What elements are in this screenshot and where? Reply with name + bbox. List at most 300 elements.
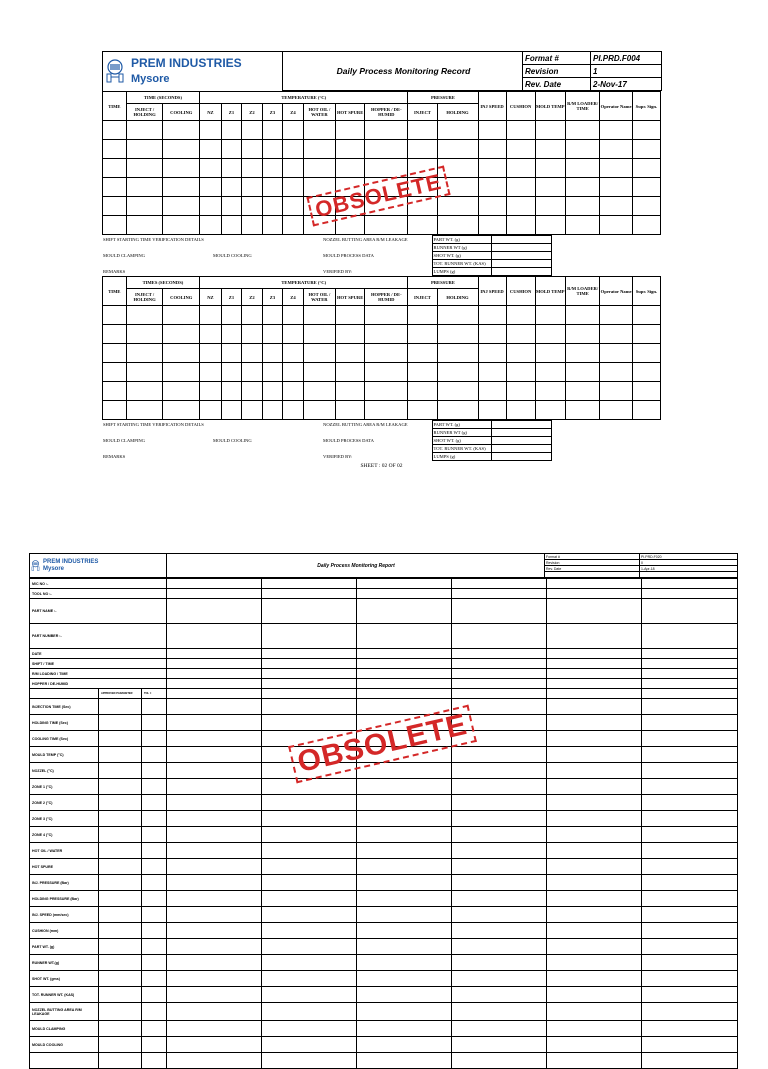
entry-cell[interactable]	[642, 779, 738, 795]
entry-cell[interactable]	[336, 401, 365, 420]
entry-cell[interactable]	[142, 779, 167, 795]
entry-cell[interactable]	[142, 955, 167, 971]
entry-cell[interactable]	[336, 159, 365, 178]
entry-cell[interactable]	[408, 140, 437, 159]
entry-cell[interactable]	[99, 1003, 142, 1021]
entry-cell[interactable]	[357, 659, 452, 669]
entry-cell[interactable]	[452, 827, 547, 843]
entry-cell[interactable]	[142, 747, 167, 763]
entry-cell[interactable]	[99, 891, 142, 907]
entry-cell[interactable]	[262, 843, 357, 859]
entry-cell[interactable]	[99, 699, 142, 715]
entry-cell[interactable]	[437, 306, 478, 325]
entry-cell[interactable]	[167, 579, 262, 589]
entry-cell[interactable]	[357, 1053, 452, 1069]
entry-cell[interactable]	[632, 401, 660, 420]
entry-cell[interactable]	[642, 589, 738, 599]
entry-cell[interactable]	[506, 216, 535, 235]
entry-cell[interactable]	[437, 363, 478, 382]
entry-cell[interactable]	[103, 121, 127, 140]
entry-cell[interactable]	[632, 121, 660, 140]
entry-cell[interactable]	[506, 140, 535, 159]
entry-cell[interactable]	[365, 344, 408, 363]
entry-cell[interactable]	[478, 306, 506, 325]
entry-cell[interactable]	[506, 325, 535, 344]
entry-cell[interactable]	[535, 325, 565, 344]
entry-cell[interactable]	[478, 178, 506, 197]
entry-cell[interactable]	[262, 344, 283, 363]
entry-cell[interactable]	[642, 987, 738, 1003]
entry-cell[interactable]	[506, 178, 535, 197]
weight-value[interactable]	[491, 453, 551, 461]
entry-cell[interactable]	[262, 1053, 357, 1069]
entry-cell[interactable]	[126, 216, 163, 235]
entry-cell[interactable]	[506, 159, 535, 178]
entry-cell[interactable]	[437, 344, 478, 363]
entry-cell[interactable]	[262, 827, 357, 843]
entry-cell[interactable]	[452, 747, 547, 763]
entry-cell[interactable]	[167, 669, 262, 679]
entry-cell[interactable]	[642, 731, 738, 747]
entry-cell[interactable]	[262, 971, 357, 987]
entry-cell[interactable]	[163, 382, 200, 401]
entry-cell[interactable]	[452, 1053, 547, 1069]
entry-cell[interactable]	[642, 679, 738, 689]
entry-cell[interactable]	[452, 779, 547, 795]
entry-cell[interactable]	[336, 344, 365, 363]
entry-cell[interactable]	[283, 344, 304, 363]
entry-cell[interactable]	[262, 891, 357, 907]
entry-cell[interactable]	[547, 1037, 642, 1053]
weight-notes[interactable]	[551, 437, 661, 445]
entry-cell[interactable]	[167, 875, 262, 891]
entry-cell[interactable]	[142, 939, 167, 955]
entry-cell[interactable]	[478, 325, 506, 344]
entry-cell[interactable]	[632, 382, 660, 401]
entry-cell[interactable]	[142, 875, 167, 891]
entry-cell[interactable]	[642, 763, 738, 779]
entry-cell[interactable]	[547, 875, 642, 891]
entry-cell[interactable]	[547, 955, 642, 971]
weight-notes[interactable]	[551, 453, 661, 461]
entry-cell[interactable]	[167, 747, 262, 763]
entry-cell[interactable]	[357, 1037, 452, 1053]
entry-cell[interactable]	[303, 140, 335, 159]
entry-cell[interactable]	[103, 306, 127, 325]
entry-cell[interactable]	[262, 197, 283, 216]
entry-cell[interactable]	[262, 599, 357, 624]
entry-cell[interactable]	[200, 325, 222, 344]
entry-cell[interactable]	[103, 401, 127, 420]
entry-cell[interactable]	[221, 197, 242, 216]
entry-cell[interactable]	[167, 859, 262, 875]
entry-cell[interactable]	[565, 178, 600, 197]
entry-cell[interactable]	[126, 121, 163, 140]
entry-cell[interactable]	[357, 679, 452, 689]
entry-cell[interactable]	[142, 971, 167, 987]
entry-cell[interactable]	[452, 669, 547, 679]
entry-cell[interactable]	[262, 624, 357, 649]
entry-cell[interactable]	[600, 159, 632, 178]
entry-cell[interactable]	[547, 1053, 642, 1069]
weight-value[interactable]	[491, 268, 551, 276]
entry-cell[interactable]	[357, 987, 452, 1003]
entry-cell[interactable]	[437, 121, 478, 140]
entry-cell[interactable]	[163, 344, 200, 363]
weight-value[interactable]	[491, 252, 551, 260]
entry-cell[interactable]	[632, 344, 660, 363]
entry-cell[interactable]	[142, 923, 167, 939]
entry-cell[interactable]	[632, 178, 660, 197]
entry-cell[interactable]	[142, 891, 167, 907]
entry-cell[interactable]	[99, 875, 142, 891]
entry-cell[interactable]	[408, 216, 437, 235]
entry-cell[interactable]	[452, 649, 547, 659]
entry-cell[interactable]	[535, 306, 565, 325]
entry-cell[interactable]	[357, 939, 452, 955]
entry-cell[interactable]	[200, 159, 222, 178]
entry-cell[interactable]	[262, 669, 357, 679]
entry-cell[interactable]	[600, 363, 632, 382]
entry-cell[interactable]	[452, 679, 547, 689]
entry-cell[interactable]	[99, 763, 142, 779]
entry-cell[interactable]	[547, 811, 642, 827]
entry-cell[interactable]	[167, 955, 262, 971]
entry-cell[interactable]	[221, 363, 242, 382]
entry-cell[interactable]	[99, 747, 142, 763]
entry-cell[interactable]	[478, 344, 506, 363]
entry-cell[interactable]	[262, 159, 283, 178]
entry-cell[interactable]	[262, 859, 357, 875]
entry-cell[interactable]	[303, 159, 335, 178]
entry-cell[interactable]	[221, 401, 242, 420]
entry-cell[interactable]	[221, 382, 242, 401]
entry-cell[interactable]	[547, 624, 642, 649]
entry-cell[interactable]	[336, 140, 365, 159]
entry-cell[interactable]	[142, 1037, 167, 1053]
entry-cell[interactable]	[632, 325, 660, 344]
entry-cell[interactable]	[547, 859, 642, 875]
entry-cell[interactable]	[642, 624, 738, 649]
entry-cell[interactable]	[103, 363, 127, 382]
entry-cell[interactable]	[262, 178, 283, 197]
entry-cell[interactable]	[642, 811, 738, 827]
entry-cell[interactable]	[336, 306, 365, 325]
entry-cell[interactable]	[142, 907, 167, 923]
entry-cell[interactable]	[242, 325, 263, 344]
entry-cell[interactable]	[167, 923, 262, 939]
entry-cell[interactable]	[632, 140, 660, 159]
entry-cell[interactable]	[506, 197, 535, 216]
entry-cell[interactable]	[262, 589, 357, 599]
entry-cell[interactable]	[565, 121, 600, 140]
entry-cell[interactable]	[642, 1021, 738, 1037]
entry-cell[interactable]	[167, 1037, 262, 1053]
entry-cell[interactable]	[452, 1003, 547, 1021]
entry-cell[interactable]	[303, 325, 335, 344]
entry-cell[interactable]	[262, 679, 357, 689]
entry-cell[interactable]	[262, 987, 357, 1003]
entry-cell[interactable]	[200, 401, 222, 420]
entry-cell[interactable]	[262, 1037, 357, 1053]
entry-cell[interactable]	[200, 382, 222, 401]
entry-cell[interactable]	[452, 923, 547, 939]
entry-cell[interactable]	[600, 216, 632, 235]
entry-cell[interactable]	[600, 140, 632, 159]
entry-cell[interactable]	[262, 811, 357, 827]
entry-cell[interactable]	[437, 216, 478, 235]
entry-cell[interactable]	[547, 679, 642, 689]
entry-cell[interactable]	[452, 987, 547, 1003]
entry-cell[interactable]	[478, 159, 506, 178]
entry-cell[interactable]	[357, 955, 452, 971]
entry-cell[interactable]	[478, 216, 506, 235]
entry-cell[interactable]	[642, 699, 738, 715]
entry-cell[interactable]	[547, 579, 642, 589]
entry-cell[interactable]	[167, 1021, 262, 1037]
weight-value[interactable]	[491, 244, 551, 252]
entry-cell[interactable]	[242, 197, 263, 216]
entry-cell[interactable]	[535, 216, 565, 235]
entry-cell[interactable]	[262, 306, 283, 325]
weight-value[interactable]	[491, 429, 551, 437]
entry-cell[interactable]	[535, 178, 565, 197]
entry-cell[interactable]	[547, 699, 642, 715]
entry-cell[interactable]	[126, 140, 163, 159]
entry-cell[interactable]	[547, 923, 642, 939]
entry-cell[interactable]	[99, 923, 142, 939]
entry-cell[interactable]	[142, 987, 167, 1003]
entry-cell[interactable]	[547, 891, 642, 907]
entry-cell[interactable]	[365, 140, 408, 159]
entry-cell[interactable]	[163, 159, 200, 178]
entry-cell[interactable]	[163, 140, 200, 159]
entry-cell[interactable]	[365, 382, 408, 401]
entry-cell[interactable]	[163, 401, 200, 420]
entry-cell[interactable]	[565, 197, 600, 216]
entry-cell[interactable]	[262, 382, 283, 401]
entry-cell[interactable]	[126, 159, 163, 178]
entry-cell[interactable]	[452, 624, 547, 649]
entry-cell[interactable]	[283, 306, 304, 325]
entry-cell[interactable]	[262, 649, 357, 659]
entry-cell[interactable]	[242, 121, 263, 140]
entry-cell[interactable]	[565, 344, 600, 363]
entry-cell[interactable]	[167, 763, 262, 779]
entry-cell[interactable]	[357, 669, 452, 679]
entry-cell[interactable]	[506, 306, 535, 325]
entry-cell[interactable]	[167, 795, 262, 811]
entry-cell[interactable]	[262, 140, 283, 159]
weight-notes[interactable]	[551, 268, 661, 276]
entry-cell[interactable]	[221, 178, 242, 197]
entry-cell[interactable]	[103, 197, 127, 216]
entry-cell[interactable]	[167, 971, 262, 987]
entry-cell[interactable]	[365, 121, 408, 140]
entry-cell[interactable]	[642, 891, 738, 907]
entry-cell[interactable]	[642, 971, 738, 987]
entry-cell[interactable]	[99, 955, 142, 971]
entry-cell[interactable]	[535, 197, 565, 216]
entry-cell[interactable]	[99, 715, 142, 731]
weight-notes[interactable]	[551, 445, 661, 453]
entry-cell[interactable]	[357, 599, 452, 624]
entry-cell[interactable]	[642, 669, 738, 679]
entry-cell[interactable]	[547, 843, 642, 859]
weight-value[interactable]	[491, 421, 551, 429]
entry-cell[interactable]	[303, 363, 335, 382]
entry-cell[interactable]	[142, 731, 167, 747]
entry-cell[interactable]	[547, 779, 642, 795]
entry-cell[interactable]	[357, 875, 452, 891]
entry-cell[interactable]	[262, 363, 283, 382]
entry-cell[interactable]	[200, 121, 222, 140]
entry-cell[interactable]	[99, 827, 142, 843]
entry-cell[interactable]	[126, 306, 163, 325]
entry-cell[interactable]	[283, 325, 304, 344]
entry-cell[interactable]	[167, 1003, 262, 1021]
entry-cell[interactable]	[221, 140, 242, 159]
entry-cell[interactable]	[437, 140, 478, 159]
entry-cell[interactable]	[565, 159, 600, 178]
entry-cell[interactable]	[242, 401, 263, 420]
entry-cell[interactable]	[262, 939, 357, 955]
entry-cell[interactable]	[200, 363, 222, 382]
entry-cell[interactable]	[126, 178, 163, 197]
entry-cell[interactable]	[408, 401, 437, 420]
entry-cell[interactable]	[642, 659, 738, 669]
entry-cell[interactable]	[103, 216, 127, 235]
entry-cell[interactable]	[547, 599, 642, 624]
entry-cell[interactable]	[163, 216, 200, 235]
entry-cell[interactable]	[242, 344, 263, 363]
entry-cell[interactable]	[103, 159, 127, 178]
entry-cell[interactable]	[506, 401, 535, 420]
entry-cell[interactable]	[221, 306, 242, 325]
entry-cell[interactable]	[303, 382, 335, 401]
entry-cell[interactable]	[357, 649, 452, 659]
entry-cell[interactable]	[262, 325, 283, 344]
entry-cell[interactable]	[357, 1021, 452, 1037]
entry-cell[interactable]	[452, 971, 547, 987]
entry-cell[interactable]	[99, 779, 142, 795]
entry-cell[interactable]	[535, 363, 565, 382]
entry-cell[interactable]	[547, 763, 642, 779]
entry-cell[interactable]	[167, 987, 262, 1003]
entry-cell[interactable]	[99, 811, 142, 827]
entry-cell[interactable]	[506, 363, 535, 382]
entry-cell[interactable]	[142, 1003, 167, 1021]
entry-cell[interactable]	[565, 401, 600, 420]
weight-notes[interactable]	[551, 252, 661, 260]
entry-cell[interactable]	[547, 1003, 642, 1021]
entry-cell[interactable]	[142, 843, 167, 859]
entry-cell[interactable]	[163, 121, 200, 140]
entry-cell[interactable]	[478, 197, 506, 216]
entry-cell[interactable]	[452, 811, 547, 827]
entry-cell[interactable]	[126, 401, 163, 420]
entry-cell[interactable]	[336, 121, 365, 140]
entry-cell[interactable]	[221, 344, 242, 363]
entry-cell[interactable]	[357, 624, 452, 649]
entry-cell[interactable]	[547, 907, 642, 923]
entry-cell[interactable]	[142, 1053, 167, 1069]
weight-notes[interactable]	[551, 236, 661, 244]
entry-cell[interactable]	[600, 178, 632, 197]
entry-cell[interactable]	[600, 197, 632, 216]
entry-cell[interactable]	[126, 197, 163, 216]
entry-cell[interactable]	[167, 599, 262, 624]
entry-cell[interactable]	[126, 363, 163, 382]
entry-cell[interactable]	[126, 325, 163, 344]
entry-cell[interactable]	[303, 344, 335, 363]
entry-cell[interactable]	[535, 382, 565, 401]
entry-cell[interactable]	[535, 159, 565, 178]
entry-cell[interactable]	[336, 325, 365, 344]
entry-cell[interactable]	[103, 325, 127, 344]
entry-cell[interactable]	[452, 955, 547, 971]
entry-cell[interactable]	[357, 859, 452, 875]
entry-cell[interactable]	[126, 382, 163, 401]
entry-cell[interactable]	[303, 306, 335, 325]
entry-cell[interactable]	[142, 763, 167, 779]
entry-cell[interactable]	[262, 875, 357, 891]
entry-cell[interactable]	[262, 1021, 357, 1037]
entry-cell[interactable]	[262, 779, 357, 795]
entry-cell[interactable]	[632, 159, 660, 178]
entry-cell[interactable]	[565, 216, 600, 235]
entry-cell[interactable]	[565, 363, 600, 382]
entry-cell[interactable]	[103, 344, 127, 363]
entry-cell[interactable]	[99, 1021, 142, 1037]
entry-cell[interactable]	[142, 795, 167, 811]
entry-cell[interactable]	[303, 401, 335, 420]
entry-cell[interactable]	[642, 827, 738, 843]
entry-cell[interactable]	[452, 891, 547, 907]
entry-cell[interactable]	[163, 325, 200, 344]
entry-cell[interactable]	[283, 159, 304, 178]
entry-cell[interactable]	[283, 121, 304, 140]
entry-cell[interactable]	[642, 579, 738, 589]
entry-cell[interactable]	[142, 699, 167, 715]
entry-cell[interactable]	[642, 907, 738, 923]
entry-cell[interactable]	[357, 923, 452, 939]
entry-cell[interactable]	[221, 159, 242, 178]
entry-cell[interactable]	[547, 589, 642, 599]
entry-cell[interactable]	[99, 795, 142, 811]
entry-cell[interactable]	[99, 1037, 142, 1053]
entry-cell[interactable]	[242, 216, 263, 235]
entry-cell[interactable]	[547, 987, 642, 1003]
entry-cell[interactable]	[600, 121, 632, 140]
entry-cell[interactable]	[200, 344, 222, 363]
entry-cell[interactable]	[262, 795, 357, 811]
entry-cell[interactable]	[452, 579, 547, 589]
entry-cell[interactable]	[642, 939, 738, 955]
entry-cell[interactable]	[547, 1021, 642, 1037]
entry-cell[interactable]	[506, 344, 535, 363]
entry-cell[interactable]	[565, 306, 600, 325]
weight-notes[interactable]	[551, 429, 661, 437]
entry-cell[interactable]	[565, 140, 600, 159]
entry-cell[interactable]	[452, 907, 547, 923]
entry-cell[interactable]	[642, 875, 738, 891]
entry-cell[interactable]	[357, 795, 452, 811]
entry-cell[interactable]	[242, 178, 263, 197]
entry-cell[interactable]	[642, 1053, 738, 1069]
entry-cell[interactable]	[642, 859, 738, 875]
entry-cell[interactable]	[283, 178, 304, 197]
